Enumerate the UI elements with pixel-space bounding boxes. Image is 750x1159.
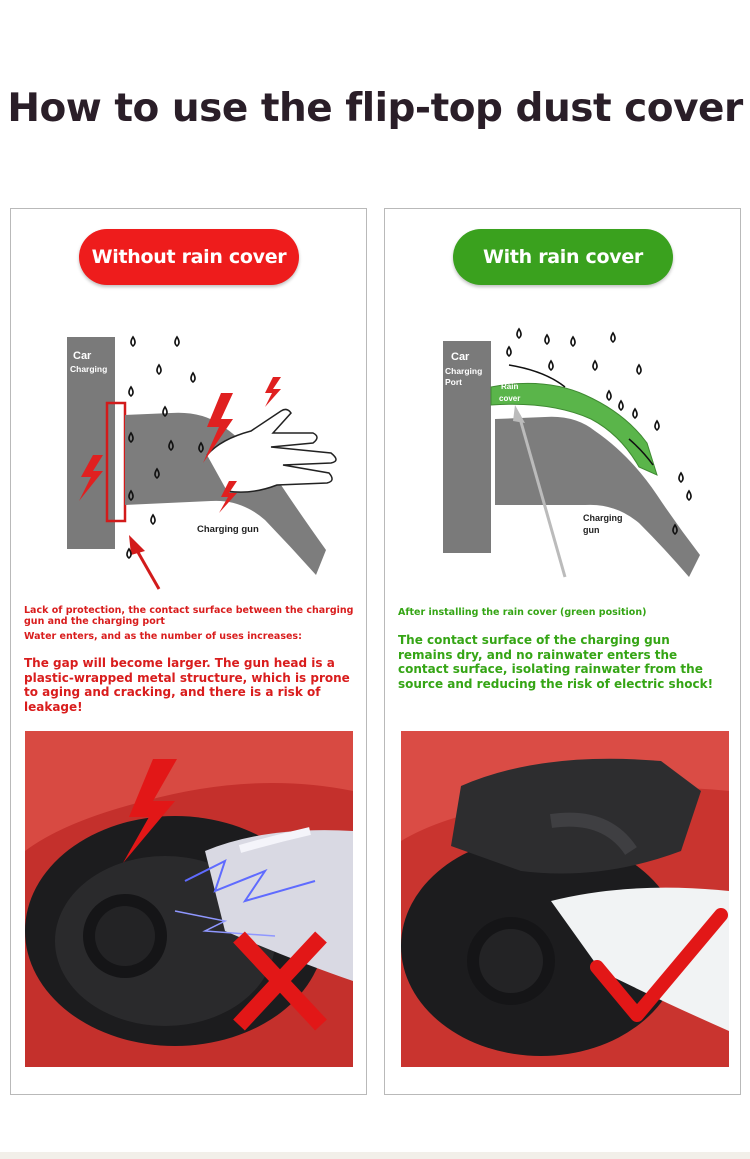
- page-footer-band: [0, 1152, 750, 1159]
- lightning-bolt-4: [265, 377, 281, 407]
- left-caption-3: The gap will become larger. The gun head is a plastic-wrapped metal structure, which is prone to aging and cracking, and there is a risk of leakage!: [24, 656, 350, 714]
- port-label-port: Port: [445, 377, 462, 387]
- panel-with-cover: [384, 208, 741, 1095]
- without-cover-badge: Without rain cover: [79, 229, 299, 285]
- port-label-charging: Charging: [445, 366, 483, 376]
- left-caption-2: Water enters, and as the number of uses increases:: [24, 631, 302, 642]
- diagram-without-cover: [51, 315, 341, 605]
- port-label-car: Car: [73, 350, 92, 362]
- with-cover-badge: With rain cover: [453, 229, 673, 285]
- port-label-car: Car: [451, 351, 470, 363]
- page-title: How to use the flip-top dust cover: [7, 86, 743, 131]
- left-caption-1: Lack of protection, the contact surface between the charging gun and the charging port: [24, 605, 354, 627]
- cover-label-cover: cover: [499, 394, 521, 403]
- cover-label-rain: Rain: [501, 382, 519, 391]
- right-caption-1: After installing the rain cover (green position): [398, 607, 647, 618]
- photo-without-cover: [25, 731, 353, 1067]
- panel-without-cover: [10, 208, 367, 1095]
- port-label-charging: Charging: [70, 364, 108, 374]
- diagram-with-cover: [425, 315, 715, 605]
- photo-with-cover: [401, 731, 729, 1067]
- gun-label: Charging gun: [197, 524, 259, 535]
- pointer-head: [513, 405, 525, 423]
- gun-label-charging: Charging: [583, 513, 623, 523]
- arrow-line: [135, 547, 159, 589]
- right-caption-2: The contact surface of the charging gun remains dry, and no rainwater enters the contact surface, isolating rainwater from the source and reducing the risk of electric shock!: [398, 633, 714, 691]
- gun-label-gun: gun: [583, 525, 600, 535]
